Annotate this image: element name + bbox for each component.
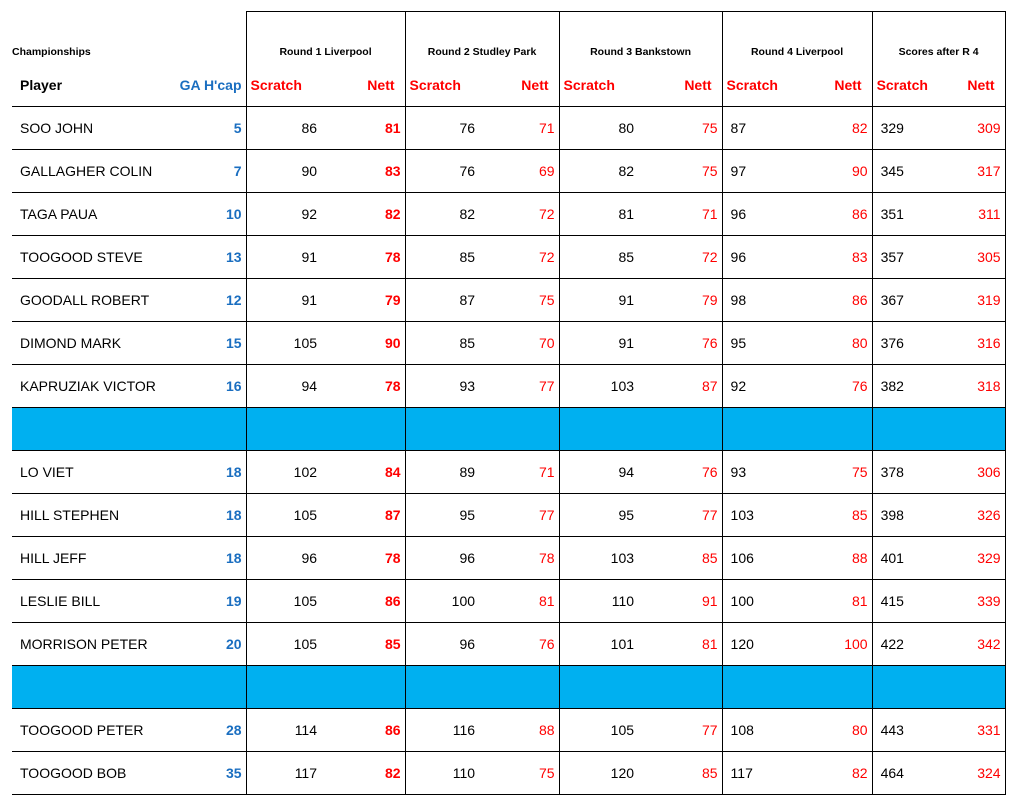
handicap-cell: 20 [172,623,246,666]
total-nett-cell: 331 [937,709,1005,752]
handicap-cell: 19 [172,580,246,623]
separator-cell [405,408,479,451]
r1-scratch-cell: 117 [246,752,321,795]
r2-nett-cell: 75 [479,279,559,322]
r1-scratch-cell: 91 [246,236,321,279]
r1-nett-cell: 78 [321,236,405,279]
r1-scratch-cell: 92 [246,193,321,236]
r4-nett-cell: 86 [796,279,872,322]
r3-nett-header: Nett [638,64,722,107]
group-separator-row [12,408,1005,451]
r3-scratch-cell: 110 [559,580,638,623]
handicap-cell: 18 [172,537,246,580]
r2-nett-cell: 71 [479,451,559,494]
title-row [12,12,1005,65]
player-name: TOOGOOD STEVE [12,236,172,279]
table-row [12,107,1005,150]
r1-nett-cell: 84 [321,451,405,494]
r2-nett-cell: 77 [479,494,559,537]
total-nett-cell: 306 [937,451,1005,494]
separator-cell [172,408,246,451]
r2-nett-cell: 69 [479,150,559,193]
r2-scratch-cell: 93 [405,365,479,408]
separator-cell [796,408,872,451]
r3-nett-cell: 71 [638,193,722,236]
r3-nett-cell: 79 [638,279,722,322]
r4-scratch-cell: 97 [722,150,796,193]
total-scratch-cell: 382 [872,365,937,408]
separator-cell [796,666,872,709]
r1-scratch-cell: 94 [246,365,321,408]
r1-scratch-header: Scratch [246,64,321,107]
r1-nett-cell: 79 [321,279,405,322]
separator-cell [405,666,479,709]
r4-scratch-cell: 87 [722,107,796,150]
r2-scratch-cell: 82 [405,193,479,236]
total-scratch-header: Scratch [872,64,937,107]
table-row [12,451,1005,494]
r1-nett-cell: 78 [321,365,405,408]
separator-cell [479,408,559,451]
total-scratch-cell: 376 [872,322,937,365]
total-nett-cell: 319 [937,279,1005,322]
r3-scratch-cell: 94 [559,451,638,494]
separator-cell [246,666,321,709]
total-nett-cell: 326 [937,494,1005,537]
r2-nett-cell: 72 [479,236,559,279]
player-name: GALLAGHER COLIN [12,150,172,193]
r1-nett-cell: 86 [321,709,405,752]
player-name: GOODALL ROBERT [12,279,172,322]
r1-scratch-cell: 102 [246,451,321,494]
r4-nett-cell: 85 [796,494,872,537]
total-scratch-cell: 329 [872,107,937,150]
table-row [12,322,1005,365]
r3-scratch-cell: 101 [559,623,638,666]
handicap-cell: 10 [172,193,246,236]
r3-scratch-cell: 91 [559,322,638,365]
r4-scratch-cell: 95 [722,322,796,365]
r4-nett-cell: 100 [796,623,872,666]
r1-nett-cell: 90 [321,322,405,365]
r4-scratch-cell: 93 [722,451,796,494]
handicap-cell: 5 [172,107,246,150]
separator-cell [638,408,722,451]
r4-nett-cell: 83 [796,236,872,279]
r4-scratch-cell: 96 [722,236,796,279]
round-4-header: Round 4 Liverpool [722,12,872,65]
total-scratch-cell: 443 [872,709,937,752]
r4-nett-header: Nett [796,64,872,107]
r3-scratch-cell: 91 [559,279,638,322]
r3-nett-cell: 77 [638,709,722,752]
r3-nett-cell: 75 [638,150,722,193]
total-nett-cell: 305 [937,236,1005,279]
separator-cell [559,408,638,451]
handicap-cell: 12 [172,279,246,322]
group-separator-row [12,666,1005,709]
r1-nett-cell: 82 [321,752,405,795]
r3-nett-cell: 87 [638,365,722,408]
round-2-header: Round 2 Studley Park [405,12,559,65]
table-row [12,279,1005,322]
r3-scratch-cell: 85 [559,236,638,279]
table-row [12,709,1005,752]
r2-scratch-cell: 85 [405,322,479,365]
r1-nett-cell: 83 [321,150,405,193]
r2-scratch-cell: 76 [405,107,479,150]
total-nett-cell: 329 [937,537,1005,580]
total-nett-cell: 316 [937,322,1005,365]
handicap-cell: 18 [172,494,246,537]
r3-nett-cell: 75 [638,107,722,150]
total-header: Scores after R 4 [872,12,1005,65]
r4-nett-cell: 82 [796,107,872,150]
separator-cell [246,408,321,451]
r2-scratch-cell: 116 [405,709,479,752]
player-name: TOOGOOD PETER [12,709,172,752]
separator-cell [172,666,246,709]
r4-scratch-cell: 103 [722,494,796,537]
separator-cell [872,408,937,451]
r1-scratch-cell: 105 [246,580,321,623]
r1-nett-cell: 82 [321,193,405,236]
total-scratch-cell: 401 [872,537,937,580]
scores-table [12,11,1006,795]
r1-scratch-cell: 96 [246,537,321,580]
r4-nett-cell: 81 [796,580,872,623]
handicap-cell: 13 [172,236,246,279]
total-scratch-cell: 367 [872,279,937,322]
r2-nett-cell: 88 [479,709,559,752]
r1-scratch-cell: 105 [246,494,321,537]
total-scratch-cell: 357 [872,236,937,279]
r1-nett-header: Nett [321,64,405,107]
round-3-header: Round 3 Bankstown [559,12,722,65]
total-scratch-cell: 378 [872,451,937,494]
r4-nett-cell: 86 [796,193,872,236]
total-scratch-cell: 415 [872,580,937,623]
r1-scratch-cell: 91 [246,279,321,322]
separator-cell [479,666,559,709]
player-name: SOO JOHN [12,107,172,150]
r3-nett-cell: 91 [638,580,722,623]
table-row [12,494,1005,537]
r2-scratch-header: Scratch [405,64,479,107]
handicap-column-header: GA H'cap [172,64,246,107]
total-nett-header: Nett [937,64,1005,107]
total-scratch-cell: 351 [872,193,937,236]
r2-scratch-cell: 100 [405,580,479,623]
r4-nett-cell: 88 [796,537,872,580]
separator-cell [12,666,172,709]
r3-nett-cell: 85 [638,752,722,795]
r2-nett-cell: 78 [479,537,559,580]
r4-scratch-header: Scratch [722,64,796,107]
separator-cell [638,666,722,709]
column-header-row [12,64,1005,107]
player-name: KAPRUZIAK VICTOR [12,365,172,408]
player-name: MORRISON PETER [12,623,172,666]
r1-scratch-cell: 114 [246,709,321,752]
r2-scratch-cell: 95 [405,494,479,537]
r4-nett-cell: 90 [796,150,872,193]
total-scratch-cell: 422 [872,623,937,666]
separator-cell [559,666,638,709]
r2-scratch-cell: 89 [405,451,479,494]
total-nett-cell: 317 [937,150,1005,193]
r3-scratch-cell: 120 [559,752,638,795]
r4-scratch-cell: 100 [722,580,796,623]
r2-scratch-cell: 110 [405,752,479,795]
sheet-title: Championships [12,46,91,58]
round-1-header: Round 1 Liverpool [246,12,405,65]
handicap-cell: 7 [172,150,246,193]
r3-nett-cell: 76 [638,451,722,494]
separator-cell [937,408,1005,451]
separator-cell [722,666,796,709]
r3-nett-cell: 81 [638,623,722,666]
r3-scratch-cell: 103 [559,365,638,408]
r3-scratch-header: Scratch [559,64,638,107]
r4-nett-cell: 82 [796,752,872,795]
player-name: HILL JEFF [12,537,172,580]
separator-cell [722,408,796,451]
r2-nett-cell: 81 [479,580,559,623]
r3-nett-cell: 77 [638,494,722,537]
handicap-cell: 18 [172,451,246,494]
handicap-cell: 35 [172,752,246,795]
table-row [12,623,1005,666]
table-row [12,752,1005,795]
total-scratch-cell: 464 [872,752,937,795]
table-row [12,150,1005,193]
total-nett-cell: 342 [937,623,1005,666]
r4-nett-cell: 76 [796,365,872,408]
r4-nett-cell: 75 [796,451,872,494]
r2-scratch-cell: 85 [405,236,479,279]
r2-nett-cell: 72 [479,193,559,236]
table-row [12,193,1005,236]
r4-scratch-cell: 96 [722,193,796,236]
table-row [12,236,1005,279]
r2-nett-header: Nett [479,64,559,107]
handicap-cell: 16 [172,365,246,408]
total-nett-cell: 318 [937,365,1005,408]
r1-scratch-cell: 105 [246,623,321,666]
r1-nett-cell: 87 [321,494,405,537]
r4-nett-cell: 80 [796,709,872,752]
total-nett-cell: 339 [937,580,1005,623]
r3-nett-cell: 85 [638,537,722,580]
handicap-cell: 28 [172,709,246,752]
r1-scratch-cell: 86 [246,107,321,150]
r2-scratch-cell: 96 [405,537,479,580]
player-name: DIMOND MARK [12,322,172,365]
r3-scratch-cell: 80 [559,107,638,150]
r4-nett-cell: 80 [796,322,872,365]
handicap-cell: 15 [172,322,246,365]
r1-nett-cell: 85 [321,623,405,666]
r2-nett-cell: 77 [479,365,559,408]
r1-scratch-cell: 90 [246,150,321,193]
player-name: TOOGOOD BOB [12,752,172,795]
r2-nett-cell: 71 [479,107,559,150]
r4-scratch-cell: 92 [722,365,796,408]
total-scratch-cell: 398 [872,494,937,537]
player-column-header: Player [12,64,172,107]
r4-scratch-cell: 98 [722,279,796,322]
r3-scratch-cell: 105 [559,709,638,752]
r2-scratch-cell: 96 [405,623,479,666]
separator-cell [321,666,405,709]
player-name: LO VIET [12,451,172,494]
r3-scratch-cell: 103 [559,537,638,580]
r3-scratch-cell: 82 [559,150,638,193]
r3-nett-cell: 72 [638,236,722,279]
total-nett-cell: 309 [937,107,1005,150]
r2-scratch-cell: 87 [405,279,479,322]
separator-cell [12,408,172,451]
r1-scratch-cell: 105 [246,322,321,365]
r1-nett-cell: 81 [321,107,405,150]
r1-nett-cell: 78 [321,537,405,580]
separator-cell [321,408,405,451]
player-name: TAGA PAUA [12,193,172,236]
r4-scratch-cell: 108 [722,709,796,752]
r2-scratch-cell: 76 [405,150,479,193]
r2-nett-cell: 76 [479,623,559,666]
separator-cell [872,666,937,709]
r2-nett-cell: 75 [479,752,559,795]
total-nett-cell: 311 [937,193,1005,236]
total-scratch-cell: 345 [872,150,937,193]
player-name: HILL STEPHEN [12,494,172,537]
r4-scratch-cell: 120 [722,623,796,666]
r3-scratch-cell: 95 [559,494,638,537]
table-row [12,537,1005,580]
total-nett-cell: 324 [937,752,1005,795]
r3-nett-cell: 76 [638,322,722,365]
r4-scratch-cell: 106 [722,537,796,580]
r4-scratch-cell: 117 [722,752,796,795]
table-row [12,365,1005,408]
separator-cell [937,666,1005,709]
r1-nett-cell: 86 [321,580,405,623]
r3-scratch-cell: 81 [559,193,638,236]
r2-nett-cell: 70 [479,322,559,365]
table-row [12,580,1005,623]
player-name: LESLIE BILL [12,580,172,623]
